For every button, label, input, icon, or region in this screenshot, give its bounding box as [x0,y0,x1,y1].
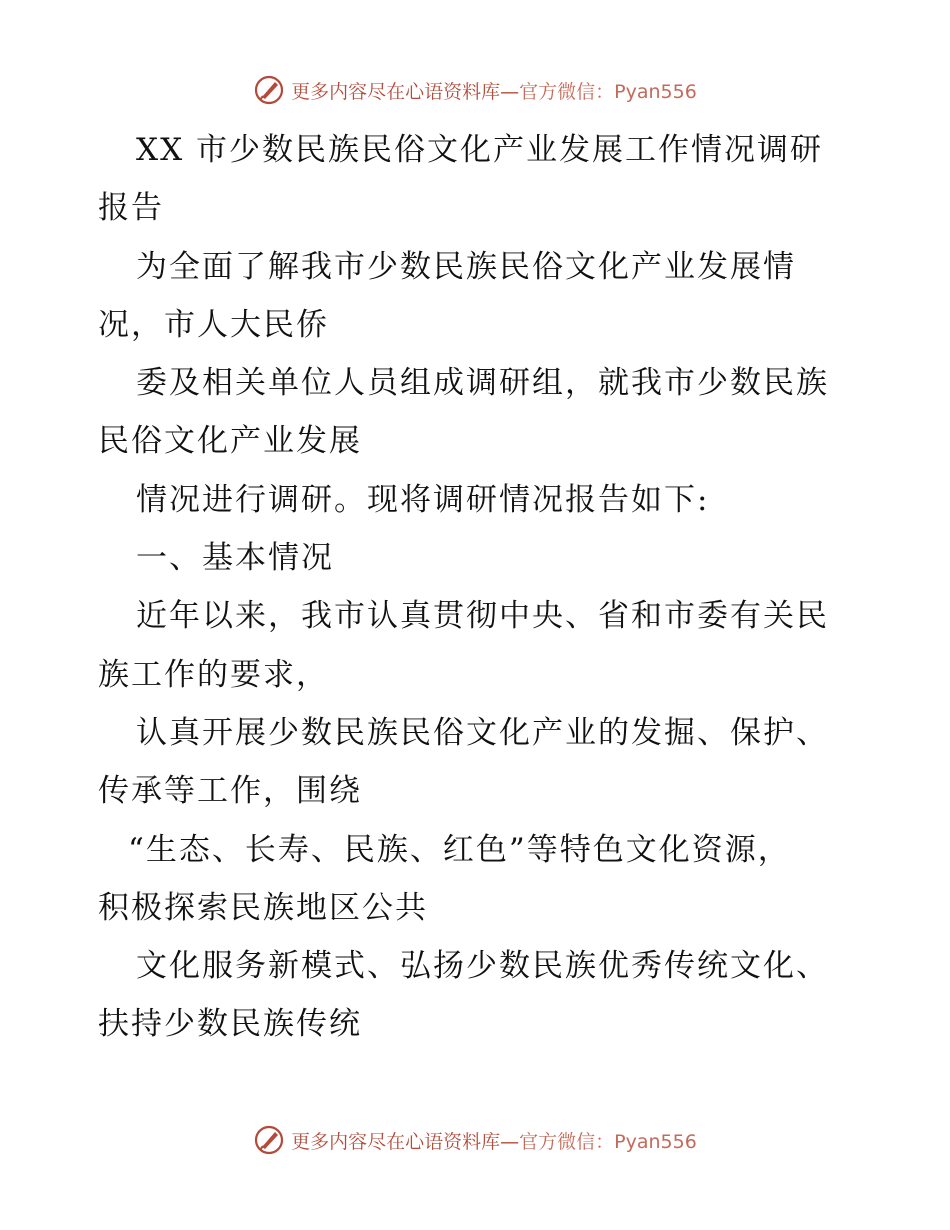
text-line: 为全面了解我市少数民族民俗文化产业发展情 [136,248,796,285]
text-line: 情况进行调研。现将调研情况报告如下: [136,481,710,518]
title-line-1: XX 市少数民族民俗文化产业发展工作情况调研 [136,132,823,168]
text-line: “生态、长寿、民族、红色”等特色文化资源， [128,831,791,868]
text-line: 况，市人大民侨 [98,306,329,343]
section-heading: 一、基本情况 [136,540,334,577]
quill-pen-logo-icon [253,74,285,106]
text-line: 认真开展少数民族民俗文化产业的发掘、保护、 [136,714,829,751]
quill-pen-logo-icon [253,1124,285,1156]
text-line: 扶持少数民族传统 [98,1006,362,1043]
watermark-wechat-text: 官方微信：Pyan556 [519,80,697,103]
document-body [98,121,858,1054]
title-line-2: 报告 [98,190,164,227]
text-line: 传承等工作，围绕 [98,773,362,810]
watermark-main-text: 更多内容尽在心语资料库— [291,80,520,103]
text-line: 民俗文化产业发展 [98,423,362,460]
text-line: 积极探索民族地区公共 [98,889,428,926]
watermark-header [0,70,950,110]
text-line: 族工作的要求， [98,656,329,693]
text-line: 文化服务新模式、弘扬少数民族优秀传统文化、 [136,948,829,985]
watermark-wechat-text: 官方微信：Pyan556 [519,1130,697,1153]
watermark-main-text: 更多内容尽在心语资料库— [291,1130,520,1153]
text-line: 委及相关单位人员组成调研组，就我市少数民族 [136,365,829,402]
watermark-footer [0,1120,950,1160]
text-line: 近年以来，我市认真贯彻中央、省和市委有关民 [136,598,829,635]
